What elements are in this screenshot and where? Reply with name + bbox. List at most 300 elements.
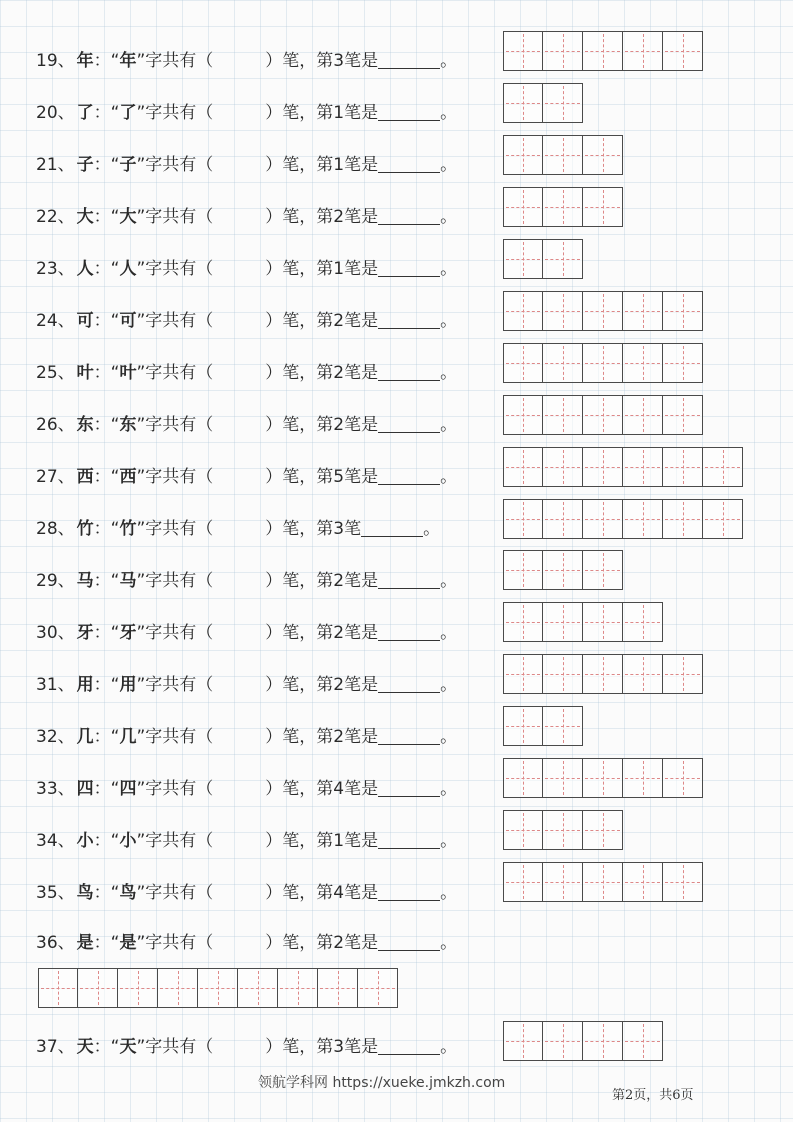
stroke-answer-blank[interactable] (378, 466, 440, 485)
colon: ： (93, 571, 111, 591)
colon: ： (93, 311, 111, 331)
question-number: 22、 (36, 207, 75, 227)
writing-grid (503, 291, 703, 331)
question-row (36, 620, 457, 646)
tianzige-cell[interactable] (543, 343, 583, 383)
tianzige-cell[interactable] (543, 654, 583, 694)
tianzige-cell[interactable] (543, 135, 583, 175)
stroke-order-prompt: 第3笔是 (316, 51, 379, 71)
tianzige-cell[interactable] (543, 706, 583, 746)
question-character: 西 (76, 467, 94, 487)
tianzige-cell[interactable] (623, 395, 663, 435)
tianzige-cell[interactable] (663, 862, 703, 902)
tianzige-cell[interactable] (543, 395, 583, 435)
question-row (36, 880, 457, 906)
quoted-character: 竹 (119, 519, 137, 539)
total-strokes-prefix: 字共有（ (145, 675, 214, 695)
tianzige-cell[interactable] (623, 862, 663, 902)
colon: ： (93, 103, 111, 123)
tianzige-cell[interactable] (543, 862, 583, 902)
question-row (36, 724, 457, 750)
question-number: 30、 (36, 623, 75, 643)
close-quote: ” (136, 1037, 146, 1057)
question-character: 鸟 (76, 883, 94, 903)
tianzige-cell[interactable] (623, 1021, 663, 1061)
tianzige-cell[interactable] (158, 968, 198, 1008)
period: 。 (440, 727, 458, 747)
tianzige-cell[interactable] (198, 968, 238, 1008)
question-number: 27、 (36, 467, 75, 487)
tianzige-cell[interactable] (278, 968, 318, 1008)
tianzige-cell[interactable] (543, 499, 583, 539)
colon: ： (93, 51, 111, 71)
tianzige-cell[interactable] (663, 758, 703, 798)
footer-page-number: 第2页，共6页 (612, 1088, 694, 1103)
quoted-character: 大 (119, 207, 137, 227)
stroke-order-prompt: 第4笔是 (316, 883, 379, 903)
total-strokes-suffix: ）笔， (265, 51, 317, 71)
stroke-answer-blank[interactable] (378, 726, 440, 745)
question-row (36, 256, 457, 282)
question-number: 20、 (36, 103, 75, 123)
open-quote: “ (110, 467, 120, 487)
question-number: 23、 (36, 259, 75, 279)
question-row (36, 100, 457, 126)
question-character: 东 (76, 415, 94, 435)
question-row (36, 152, 457, 178)
period: 。 (440, 51, 458, 71)
tianzige-cell[interactable] (663, 654, 703, 694)
open-quote: “ (110, 623, 120, 643)
colon: ： (93, 1037, 111, 1057)
question-number: 35、 (36, 883, 75, 903)
question-character: 四 (76, 779, 94, 799)
question-row (36, 1034, 457, 1060)
period: 。 (440, 623, 458, 643)
tianzige-cell[interactable] (503, 395, 543, 435)
tianzige-cell[interactable] (503, 291, 543, 331)
question-character: 是 (76, 933, 94, 953)
question-character: 叶 (76, 363, 94, 383)
question-row (36, 204, 457, 230)
question-number: 28、 (36, 519, 75, 539)
tianzige-cell[interactable] (503, 239, 543, 279)
quoted-character: 叶 (119, 363, 137, 383)
tianzige-cell[interactable] (503, 31, 543, 71)
close-quote: ” (136, 623, 146, 643)
colon: ： (93, 155, 111, 175)
open-quote: “ (110, 779, 120, 799)
stroke-order-prompt: 第1笔是 (316, 831, 379, 851)
open-quote: “ (110, 415, 120, 435)
tianzige-cell[interactable] (38, 968, 78, 1008)
tianzige-cell[interactable] (503, 1021, 543, 1061)
close-quote: ” (136, 675, 146, 695)
quoted-character: 可 (119, 311, 137, 331)
stroke-answer-blank[interactable] (378, 830, 440, 849)
quoted-character: 西 (119, 467, 137, 487)
stroke-order-prompt: 第2笔是 (316, 207, 379, 227)
tianzige-cell[interactable] (583, 31, 623, 71)
writing-grid (503, 810, 623, 850)
question-character: 竹 (76, 519, 94, 539)
stroke-answer-blank[interactable] (361, 518, 423, 537)
writing-grid (503, 550, 623, 590)
open-quote: “ (110, 571, 120, 591)
tianzige-cell[interactable] (543, 447, 583, 487)
stroke-order-prompt: 第5笔是 (316, 467, 379, 487)
writing-grid (503, 862, 703, 902)
stroke-answer-blank[interactable] (378, 1036, 440, 1055)
tianzige-cell[interactable] (503, 83, 543, 123)
period: 。 (440, 207, 458, 227)
total-strokes-prefix: 字共有（ (145, 51, 214, 71)
period: 。 (440, 415, 458, 435)
close-quote: ” (136, 519, 146, 539)
tianzige-cell[interactable] (543, 1021, 583, 1061)
total-strokes-prefix: 字共有（ (145, 883, 214, 903)
total-strokes-suffix: ）笔， (265, 675, 317, 695)
writing-grid (503, 654, 703, 694)
tianzige-cell[interactable] (583, 550, 623, 590)
total-strokes-suffix: ）笔， (265, 155, 317, 175)
period: 。 (440, 103, 458, 123)
tianzige-cell[interactable] (663, 447, 703, 487)
tianzige-cell[interactable] (543, 758, 583, 798)
colon: ： (93, 933, 111, 953)
stroke-order-prompt: 第2笔是 (316, 727, 379, 747)
tianzige-cell[interactable] (583, 499, 623, 539)
quoted-character: 天 (119, 1037, 137, 1057)
period: 。 (440, 1037, 458, 1057)
colon: ： (93, 831, 111, 851)
period: 。 (440, 571, 458, 591)
writing-grid (503, 447, 743, 487)
tianzige-cell[interactable] (503, 135, 543, 175)
quoted-character: 鸟 (119, 883, 137, 903)
question-number: 36、 (36, 933, 75, 953)
close-quote: ” (136, 259, 146, 279)
tianzige-cell[interactable] (583, 862, 623, 902)
writing-grid (503, 31, 703, 71)
question-row (36, 360, 457, 386)
stroke-answer-blank[interactable] (378, 414, 440, 433)
close-quote: ” (136, 155, 146, 175)
stroke-answer-blank[interactable] (378, 102, 440, 121)
tianzige-cell[interactable] (703, 447, 743, 487)
question-row (36, 672, 457, 698)
total-strokes-suffix: ）笔， (265, 467, 317, 487)
close-quote: ” (136, 571, 146, 591)
question-row (36, 930, 457, 956)
total-strokes-suffix: ）笔， (265, 571, 317, 591)
tianzige-cell[interactable] (663, 499, 703, 539)
total-strokes-prefix: 字共有（ (145, 519, 214, 539)
stroke-order-prompt: 第2笔是 (316, 311, 379, 331)
quoted-character: 东 (119, 415, 137, 435)
close-quote: ” (136, 779, 146, 799)
tianzige-cell[interactable] (583, 187, 623, 227)
tianzige-cell[interactable] (583, 810, 623, 850)
colon: ： (93, 519, 111, 539)
open-quote: “ (110, 363, 120, 383)
tianzige-cell[interactable] (623, 343, 663, 383)
close-quote: ” (136, 363, 146, 383)
question-number: 37、 (36, 1037, 75, 1057)
tianzige-cell[interactable] (583, 343, 623, 383)
total-strokes-prefix: 字共有（ (145, 259, 214, 279)
period: 。 (423, 519, 441, 539)
quoted-character: 牙 (119, 623, 137, 643)
stroke-order-prompt: 第2笔是 (316, 415, 379, 435)
total-strokes-prefix: 字共有（ (145, 727, 214, 747)
tianzige-cell[interactable] (543, 239, 583, 279)
writing-grid (503, 758, 703, 798)
question-character: 小 (76, 831, 94, 851)
total-strokes-prefix: 字共有（ (145, 311, 214, 331)
footer-website: 领航学科网 https://xueke.jmkzh.com (258, 1075, 506, 1091)
tianzige-cell[interactable] (543, 291, 583, 331)
tianzige-cell[interactable] (583, 654, 623, 694)
question-character: 马 (76, 571, 94, 591)
period: 。 (440, 311, 458, 331)
total-strokes-suffix: ）笔， (265, 207, 317, 227)
writing-grid (38, 968, 398, 1008)
close-quote: ” (136, 207, 146, 227)
stroke-answer-blank[interactable] (378, 310, 440, 329)
total-strokes-suffix: ）笔， (265, 519, 317, 539)
tianzige-cell[interactable] (623, 31, 663, 71)
tianzige-cell[interactable] (503, 706, 543, 746)
writing-grid (503, 187, 623, 227)
writing-grid (503, 239, 583, 279)
tianzige-cell[interactable] (543, 83, 583, 123)
tianzige-cell[interactable] (503, 187, 543, 227)
tianzige-cell[interactable] (503, 810, 543, 850)
tianzige-cell[interactable] (503, 602, 543, 642)
tianzige-cell[interactable] (583, 602, 623, 642)
tianzige-cell[interactable] (623, 654, 663, 694)
stroke-order-prompt: 第2笔是 (316, 623, 379, 643)
open-quote: “ (110, 155, 120, 175)
stroke-order-prompt: 第1笔是 (316, 155, 379, 175)
tianzige-cell[interactable] (543, 602, 583, 642)
tianzige-cell[interactable] (583, 395, 623, 435)
tianzige-cell[interactable] (503, 758, 543, 798)
open-quote: “ (110, 207, 120, 227)
period: 。 (440, 779, 458, 799)
stroke-order-prompt: 第3笔是 (316, 1037, 379, 1057)
quoted-character: 子 (119, 155, 137, 175)
tianzige-cell[interactable] (118, 968, 158, 1008)
tianzige-cell[interactable] (543, 31, 583, 71)
open-quote: “ (110, 103, 120, 123)
tianzige-cell[interactable] (503, 499, 543, 539)
total-strokes-suffix: ）笔， (265, 831, 317, 851)
open-quote: “ (110, 727, 120, 747)
question-character: 可 (76, 311, 94, 331)
stroke-order-prompt: 第2笔是 (316, 675, 379, 695)
question-character: 人 (76, 259, 94, 279)
tianzige-cell[interactable] (623, 291, 663, 331)
tianzige-cell[interactable] (663, 291, 703, 331)
open-quote: “ (110, 51, 120, 71)
total-strokes-prefix: 字共有（ (145, 467, 214, 487)
question-number: 26、 (36, 415, 75, 435)
quoted-character: 了 (119, 103, 137, 123)
total-strokes-suffix: ）笔， (265, 259, 317, 279)
colon: ： (93, 415, 111, 435)
stroke-answer-blank[interactable] (378, 570, 440, 589)
close-quote: ” (136, 831, 146, 851)
total-strokes-prefix: 字共有（ (145, 363, 214, 383)
writing-grid (503, 602, 663, 642)
question-number: 29、 (36, 571, 75, 591)
tianzige-cell[interactable] (238, 968, 278, 1008)
quoted-character: 是 (119, 933, 137, 953)
question-number: 19、 (36, 51, 75, 71)
tianzige-cell[interactable] (358, 968, 398, 1008)
tianzige-cell[interactable] (503, 654, 543, 694)
stroke-answer-blank[interactable] (378, 778, 440, 797)
close-quote: ” (136, 51, 146, 71)
tianzige-cell[interactable] (583, 1021, 623, 1061)
stroke-order-prompt: 第3笔 (316, 519, 362, 539)
open-quote: “ (110, 259, 120, 279)
tianzige-cell[interactable] (318, 968, 358, 1008)
tianzige-cell[interactable] (543, 187, 583, 227)
tianzige-cell[interactable] (623, 602, 663, 642)
writing-grid (503, 395, 703, 435)
total-strokes-prefix: 字共有（ (145, 831, 214, 851)
tianzige-cell[interactable] (503, 343, 543, 383)
total-strokes-suffix: ）笔， (265, 103, 317, 123)
total-strokes-prefix: 字共有（ (145, 623, 214, 643)
stroke-answer-blank[interactable] (378, 882, 440, 901)
tianzige-cell[interactable] (583, 447, 623, 487)
total-strokes-suffix: ）笔， (265, 883, 317, 903)
question-number: 25、 (36, 363, 75, 383)
writing-grid (503, 83, 583, 123)
total-strokes-prefix: 字共有（ (145, 571, 214, 591)
total-strokes-suffix: ）笔， (265, 415, 317, 435)
stroke-answer-blank[interactable] (378, 674, 440, 693)
quoted-character: 马 (119, 571, 137, 591)
writing-grid (503, 135, 623, 175)
question-character: 子 (76, 155, 94, 175)
tianzige-cell[interactable] (583, 135, 623, 175)
total-strokes-prefix: 字共有（ (145, 155, 214, 175)
question-row (36, 464, 457, 490)
total-strokes-suffix: ）笔， (265, 779, 317, 799)
tianzige-cell[interactable] (583, 291, 623, 331)
close-quote: ” (136, 933, 146, 953)
tianzige-cell[interactable] (623, 447, 663, 487)
question-character: 了 (76, 103, 94, 123)
open-quote: “ (110, 311, 120, 331)
tianzige-cell[interactable] (503, 447, 543, 487)
question-row (36, 412, 457, 438)
question-row (36, 308, 457, 334)
stroke-answer-blank[interactable] (378, 932, 440, 951)
tianzige-cell[interactable] (78, 968, 118, 1008)
question-character: 牙 (76, 623, 94, 643)
total-strokes-suffix: ）笔， (265, 623, 317, 643)
stroke-answer-blank[interactable] (378, 258, 440, 277)
stroke-order-prompt: 第1笔是 (316, 103, 379, 123)
period: 。 (440, 155, 458, 175)
tianzige-cell[interactable] (703, 499, 743, 539)
stroke-answer-blank[interactable] (378, 206, 440, 225)
close-quote: ” (136, 883, 146, 903)
tianzige-cell[interactable] (503, 862, 543, 902)
writing-grid (503, 706, 583, 746)
open-quote: “ (110, 883, 120, 903)
tianzige-cell[interactable] (663, 395, 703, 435)
period: 。 (440, 675, 458, 695)
close-quote: ” (136, 103, 146, 123)
question-character: 几 (76, 727, 94, 747)
tianzige-cell[interactable] (543, 810, 583, 850)
stroke-answer-blank[interactable] (378, 622, 440, 641)
tianzige-cell[interactable] (623, 499, 663, 539)
question-number: 31、 (36, 675, 75, 695)
writing-grid (503, 343, 703, 383)
tianzige-cell[interactable] (663, 343, 703, 383)
tianzige-cell[interactable] (663, 31, 703, 71)
period: 。 (440, 259, 458, 279)
question-row (36, 516, 440, 542)
total-strokes-prefix: 字共有（ (145, 779, 214, 799)
open-quote: “ (110, 933, 120, 953)
tianzige-cell[interactable] (543, 550, 583, 590)
colon: ： (93, 467, 111, 487)
tianzige-cell[interactable] (623, 758, 663, 798)
quoted-character: 四 (119, 779, 137, 799)
question-row (36, 828, 457, 854)
quoted-character: 几 (119, 727, 137, 747)
period: 。 (440, 933, 458, 953)
colon: ： (93, 623, 111, 643)
stroke-order-prompt: 第4笔是 (316, 779, 379, 799)
close-quote: ” (136, 467, 146, 487)
period: 。 (440, 883, 458, 903)
question-number: 21、 (36, 155, 75, 175)
tianzige-cell[interactable] (503, 550, 543, 590)
total-strokes-prefix: 字共有（ (145, 207, 214, 227)
total-strokes-suffix: ）笔， (265, 727, 317, 747)
close-quote: ” (136, 727, 146, 747)
stroke-answer-blank[interactable] (378, 154, 440, 173)
total-strokes-prefix: 字共有（ (145, 415, 214, 435)
stroke-order-prompt: 第2笔是 (316, 933, 379, 953)
colon: ： (93, 207, 111, 227)
quoted-character: 小 (119, 831, 137, 851)
total-strokes-suffix: ）笔， (265, 311, 317, 331)
total-strokes-suffix: ）笔， (265, 1037, 317, 1057)
question-character: 天 (76, 1037, 94, 1057)
total-strokes-suffix: ）笔， (265, 363, 317, 383)
quoted-character: 用 (119, 675, 137, 695)
total-strokes-prefix: 字共有（ (145, 933, 214, 953)
open-quote: “ (110, 831, 120, 851)
quoted-character: 人 (119, 259, 137, 279)
stroke-order-prompt: 第2笔是 (316, 363, 379, 383)
question-character: 用 (76, 675, 94, 695)
stroke-answer-blank[interactable] (378, 362, 440, 381)
stroke-answer-blank[interactable] (378, 50, 440, 69)
tianzige-cell[interactable] (583, 758, 623, 798)
